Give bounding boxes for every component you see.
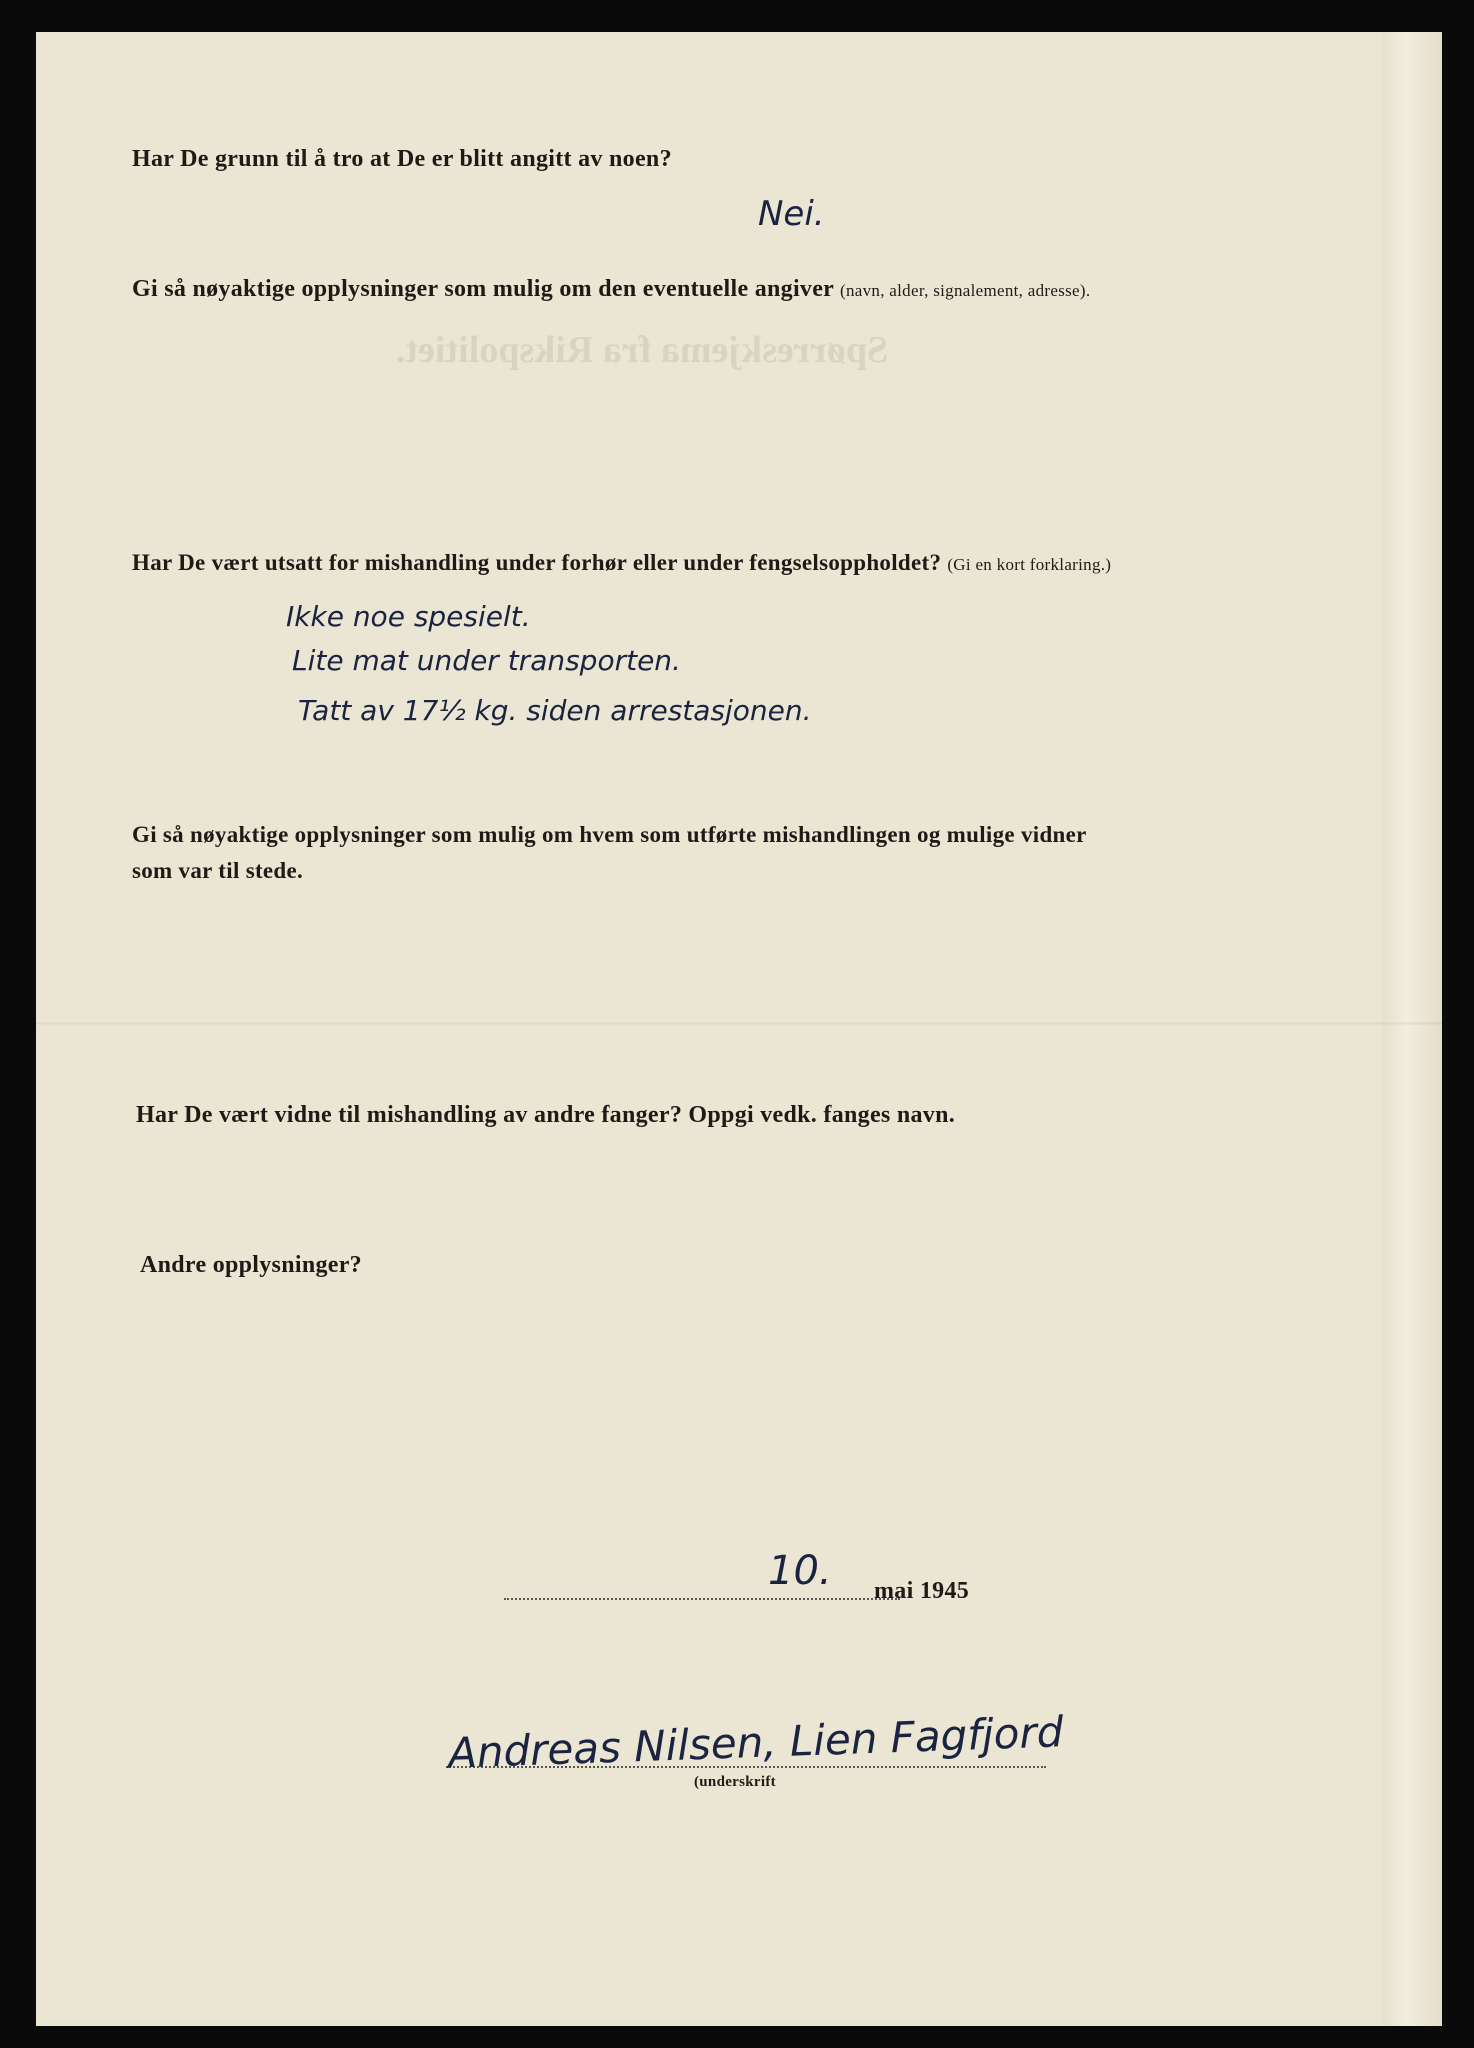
signature: Andreas Nilsen, Lien Fagfjord <box>447 1707 1065 1778</box>
date-day: 10. <box>768 1548 832 1594</box>
date-dotted-line <box>504 1598 900 1600</box>
question-informant-main: Gi så nøyaktige opplysninger som mulig om den eventuelle angiver <box>132 276 834 302</box>
date-month-year: mai 1945 <box>874 1578 970 1604</box>
document-page <box>36 32 1442 2026</box>
answer-mistreatment-line-2: Lite mat under transporten. <box>292 644 681 677</box>
answer-denounced: Nei. <box>758 194 825 234</box>
question-informant-note: (navn, alder, signalement, adresse). <box>840 281 1091 300</box>
answer-mistreatment-line-3: Tatt av 17½ kg. siden arrestasjonen. <box>298 694 812 727</box>
question-mistreatment <box>132 550 1111 576</box>
question-mistreatment-note: (Gi en kort forklaring.) <box>947 555 1112 574</box>
bleed-through-header: Spørreskjema fra Rikspolitiet. <box>396 329 889 371</box>
question-other-info: Andre opplysninger? <box>140 1252 362 1278</box>
question-perpetrators-line-2: som var til stede. <box>132 858 304 883</box>
question-witness: Har De vært vidne til mishandling av andre fanger? Oppgi vedk. fanges navn. <box>136 1102 956 1128</box>
question-denounced: Har De grunn til å tro at De er blitt angitt av noen? <box>132 146 672 172</box>
paper-fold <box>36 1022 1442 1025</box>
question-mistreatment-main: Har De vært utsatt for mishandling under forhør eller under fengselsoppholdet? <box>132 550 942 575</box>
question-perpetrators-line-1: Gi så nøyaktige opplysninger som mulig om hvem som utførte mishandlingen og mulige vidner <box>132 822 1087 847</box>
answer-mistreatment-line-1: Ikke noe spesielt. <box>286 600 531 633</box>
page-edge <box>1382 32 1442 2026</box>
question-informant-details <box>132 276 1090 303</box>
signature-caption: (underskrift <box>694 1774 776 1790</box>
